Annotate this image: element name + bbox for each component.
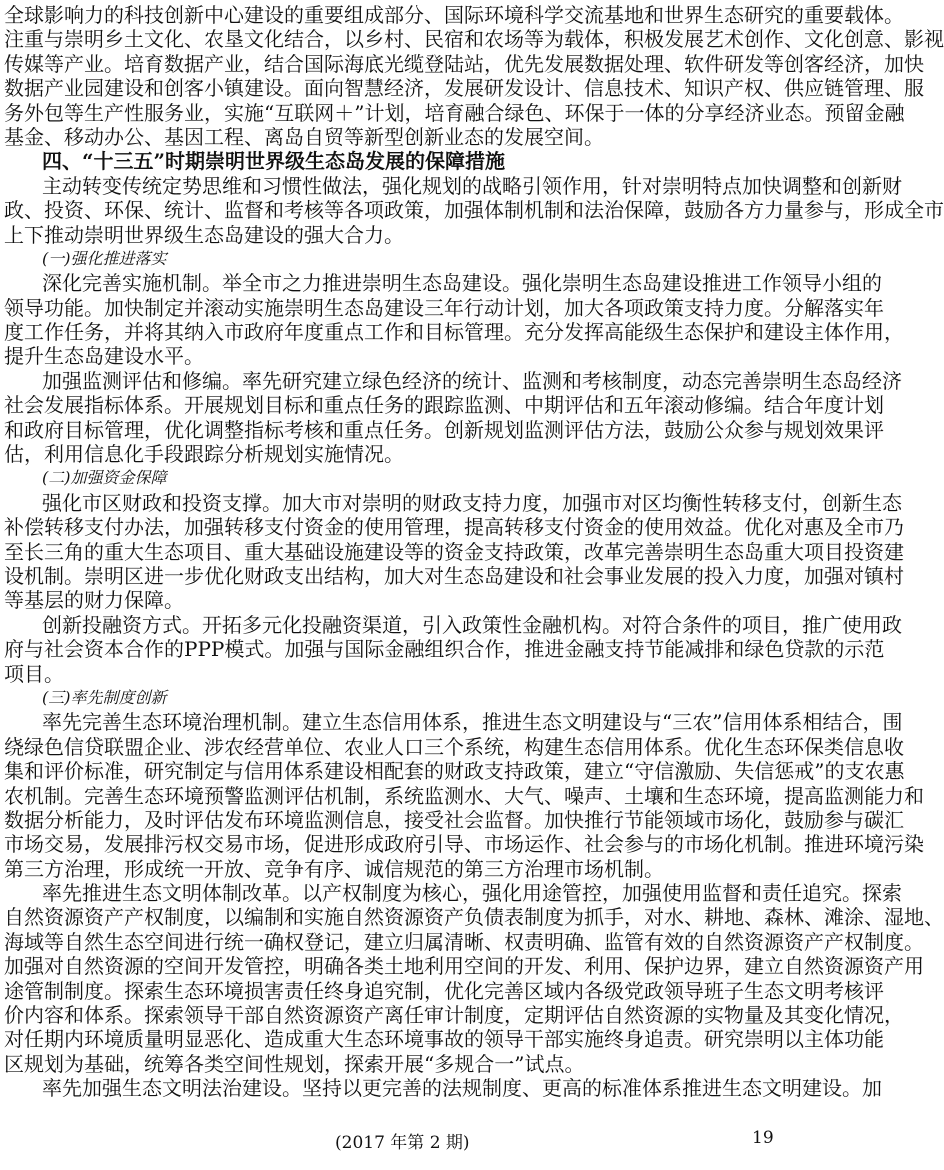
text-line: 加强监测评估和修编。率先研究建立绿色经济的统计、监测和考核制度，动态完善崇明生态岛经济 (42, 368, 902, 393)
text-line: (一)强化推进落实 (42, 248, 167, 268)
text-line: 设机制。崇明区进一步优化财政支出结构，加大对生态岛建设和社会事业发展的投入力度，加强对镇村 (4, 563, 904, 588)
page-number: 19 (752, 1128, 774, 1148)
paragraph (4, 368, 902, 467)
text-line: 社会发展指标体系。开展规划目标和重点任务的跟踪监测、中期评估和五年滚动修编。结合年度计划 (4, 393, 884, 418)
text-line: 政、投资、环保、统计、监督和考核等各项政策，加强体制机制和法治保障，鼓励各方力量参与，形成全市 (4, 198, 944, 223)
text-line: 绕绿色信贷联盟企业、涉农经营单位、农业人口三个系统，构建生态信用体系。优化生态环保类信息收 (4, 734, 904, 759)
paragraph (4, 710, 924, 881)
text-line: 自然资源资产产权制度，以编制和实施自然资源资产负债表制度为抓手，对水、耕地、森林、滩涂、湿地、 (4, 905, 944, 930)
text-line: 加强对自然资源的空间开发管控，明确各类土地利用空间的开发、利用、保护边界，建立自然资源资产用 (4, 954, 924, 979)
text-line: 第三方治理，形成统一开放、竞争有序、诚信规范的第三方治理市场机制。 (4, 856, 664, 881)
text-line: 主动转变传统定势思维和习惯性做法，强化规划的战略引领作用，针对崇明特点加快调整和创新财 (42, 173, 902, 198)
subsection-heading (4, 466, 817, 490)
text-line: 传媒等产业。培育数据产业，结合国际海底光缆登陆站，优先发展数据处理、软件研发等创客经济，加快 (4, 51, 924, 76)
issue-label: (2017 年第 2 期) (335, 1133, 470, 1153)
text-line: 农机制。完善生态环境预警监测评估机制，系统监测水、大气、噪声、土壤和生态环境，提高监测能力和 (4, 783, 924, 808)
text-line: (二)加强资金保障 (42, 468, 167, 488)
text-line: (三)率先制度创新 (42, 687, 167, 707)
text-line: 率先推进生态文明体制改革。以产权制度为核心，强化用途管控，加强使用监督和责任追究。探索 (42, 881, 902, 906)
text-line: 区规划为基础，统筹各类空间性规划，探索开展“多规合一”试点。 (4, 1051, 585, 1076)
text-line: 补偿转移支付办法，加强转移支付资金的使用管理，提高转移支付资金的使用效益。优化对惠及全市乃 (4, 515, 904, 540)
text-line: 度工作任务，并将其纳入市政府年度重点工作和目标管理。充分发挥高能级生态保护和建设主体作用， (4, 320, 904, 345)
text-line: 府与社会资本合作的PPP模式。加强与国际金融组织合作，推进金融支持节能减排和绿色贷款的示范 (4, 637, 885, 662)
paragraph (4, 271, 904, 369)
text-line: 提升生态岛建设水平。 (4, 344, 204, 369)
text-line: 深化完善实施机制。举全市之力推进崇明生态岛建设。强化崇明生态岛建设推进工作领导小组的 (42, 271, 882, 296)
text-line: 领导功能。加快制定并滚动实施崇明生态岛建设三年行动计划，加大各项政策支持力度。分解落实年 (4, 295, 884, 320)
text-line: 强化市区财政和投资支撑。加大市对崇明的财政支持力度，加强市对区均衡性转移支付，创新生态 (42, 490, 902, 515)
paragraph (4, 3, 944, 149)
text-line: 项目。 (4, 661, 64, 686)
text-line: 海域等自然生态空间进行统一确权登记，建立归属清晰、权责明确、监管有效的自然资源资产产权制度。 (4, 929, 924, 954)
text-line: 途管制制度。探索生态环境损害责任终身追究制，优化完善区域内各级党政领导班子生态文明考核评 (4, 978, 884, 1003)
text-line: 等基层的财力保障。 (4, 588, 184, 613)
paragraph (4, 612, 902, 686)
text-line: 至长三角的重大生态项目、重大基础设施建设等的资金支持政策，改革完善崇明生态岛重大项目投资建 (4, 539, 904, 564)
text-line: 对任期内环境质量明显恶化、造成重大生态环境事故的领导干部实施终身追责。研究崇明以主体功能 (4, 1027, 884, 1052)
subsection-heading (4, 686, 817, 710)
text-line: 四、“十三五”时期崇明世界级生态岛发展的保障措施 (42, 149, 506, 174)
text-line: 估，利用信息化手段跟踪分析规划实施情况。 (4, 442, 404, 467)
paragraph (4, 490, 904, 613)
text-line: 创新投融资方式。开拓多元化投融资渠道，引入政策性金融机构。对符合条件的项目，推广使用政 (42, 612, 902, 637)
text-line: 率先完善生态环境治理机制。建立生态信用体系，推进生态文明建设与“三农”信用体系相结合，围 (42, 710, 903, 735)
text-line: 数据分析能力，及时评估发布环境监测信息，接受社会监督。加快推行节能领域市场化，鼓励参与碳汇 (4, 807, 904, 832)
text-line: 上下推动崇明世界级生态岛建设的强大合力。 (4, 222, 404, 247)
text-line: 率先加强生态文明法治建设。坚持以更完善的法规制度、更高的标准体系推进生态文明建设。加 (42, 1076, 882, 1101)
text-line: 全球影响力的科技创新中心建设的重要组成部分、国际环境科学交流基地和世界生态研究的重要载体。 (4, 3, 904, 27)
text-line: 价内容和体系。探索领导干部自然资源资产离任审计制度，定期评估自然资源的实物量及其变化情况， (4, 1003, 904, 1028)
paragraph (4, 1076, 882, 1101)
paragraph (4, 881, 944, 1076)
subsection-heading (4, 247, 817, 271)
text-line: 务外包等生产性服务业，实施“互联网＋”计划，培育融合绿色、环保于一体的分享经济业态。预留金融 (4, 100, 905, 125)
text-line: 和政府目标管理，优化调整指标考核和重点任务。创新规划监测评估方法，鼓励公众参与规划效果评 (4, 417, 884, 442)
text-line: 数据产业园建设和创客小镇建设。面向智慧经济，发展研发设计、信息技术、知识产权、供应链管理、服 (4, 76, 924, 101)
document-body (4, 3, 944, 1101)
text-line: 注重与崇明乡土文化、农垦文化结合，以乡村、民宿和农场等为载体，积极发展艺术创作、文化创意、影视 (4, 27, 944, 52)
text-line: 基金、移动办公、基因工程、离岛自贸等新型创新业态的发展空间。 (4, 124, 604, 149)
section-heading (4, 149, 817, 173)
text-line: 市场交易，发展排污权交易市场，促进形成政府引导、市场运作、社会参与的市场化机制。推进环境污染 (4, 832, 924, 857)
text-line: 集和评价标准，研究制定与信用体系建设相配套的财政支持政策，建立“守信激励、失信惩戒”的支农惠 (4, 759, 905, 784)
paragraph (4, 173, 944, 247)
